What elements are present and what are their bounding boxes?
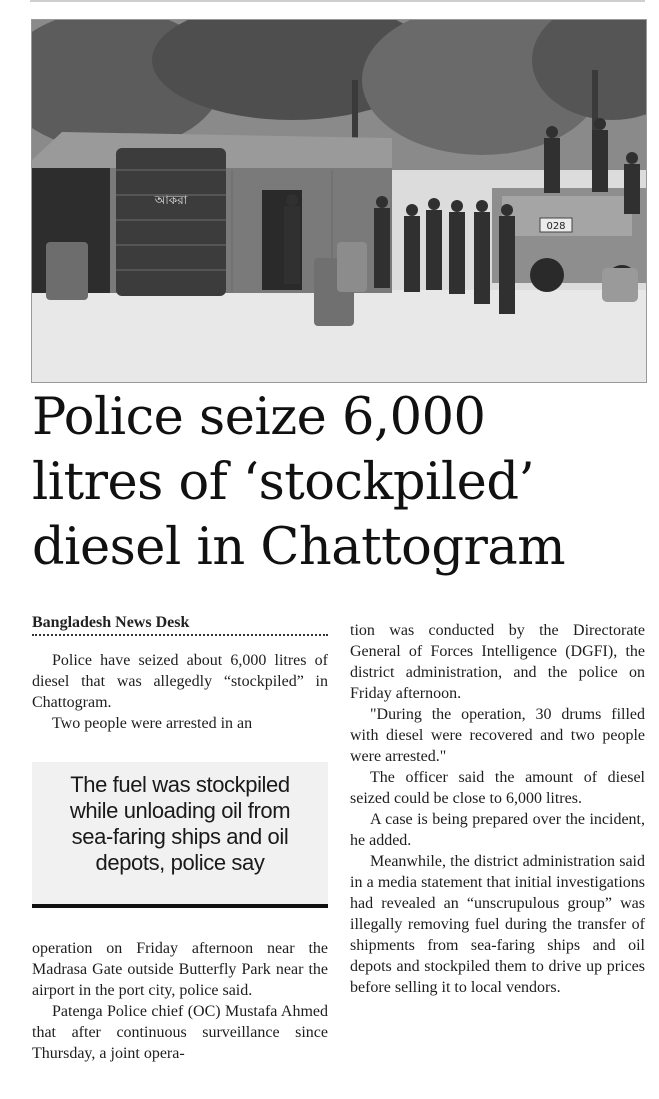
headline-line-3: diesel in Chattogram	[32, 518, 566, 577]
left-column	[32, 612, 328, 734]
pull-quote	[32, 762, 328, 908]
headline-line-1: Police seize 6,000	[32, 388, 486, 447]
top-rule	[30, 0, 645, 2]
paragraph: Meanwhile, the district administration said in a media statement that initial investigations had revealed an “unscrupulous group” was illegally removing fuel during the transfer of shipments from sea-faring ships and oil depots and stockpiled them to drive up prices before selling it to local vendors.	[350, 853, 645, 996]
paragraph: The officer said the amount of diesel seized could be close to 6,000 litres.	[350, 769, 645, 807]
headline	[32, 385, 647, 580]
left-column-continued	[32, 938, 328, 1064]
paragraph: Two people were arrested in an	[52, 715, 253, 732]
paragraph: A case is being prepared over the incident, he added.	[350, 811, 645, 849]
paragraph: "During the operation, 30 drums filled with diesel were recovered and two people were arrested."	[350, 706, 645, 765]
byline-divider	[32, 634, 328, 636]
news-photo	[31, 19, 647, 383]
pull-quote-line-3: sea-faring ships and oil	[71, 824, 289, 849]
drum-label: আকরা	[154, 193, 188, 207]
pull-quote-line-1: The fuel was stockpiled	[70, 772, 290, 797]
headline-line-2: litres of ‘stockpiled’	[32, 453, 535, 512]
paragraph: operation on Friday afternoon near the Madrasa Gate outside Butterfly Park near the airport in the port city, police said.	[32, 940, 328, 999]
paragraph: Police have seized about 6,000 litres of diesel that was allegedly “stockpiled” in Chattogram.	[32, 652, 328, 711]
right-column	[350, 620, 645, 998]
truck-plate: 028	[546, 221, 566, 232]
paragraph: tion was conducted by the Directorate General of Forces Intelligence (DGFI), the district administration, and the police on Friday afternoon.	[350, 622, 645, 702]
paragraph: Patenga Police chief (OC) Mustafa Ahmed that after continuous surveillance since Thursday, a joint opera-	[32, 1003, 328, 1062]
byline: Bangladesh News Desk	[32, 614, 190, 631]
pull-quote-line-2: while unloading oil from	[69, 798, 291, 823]
pull-quote-line-4: depots, police say	[95, 850, 265, 875]
